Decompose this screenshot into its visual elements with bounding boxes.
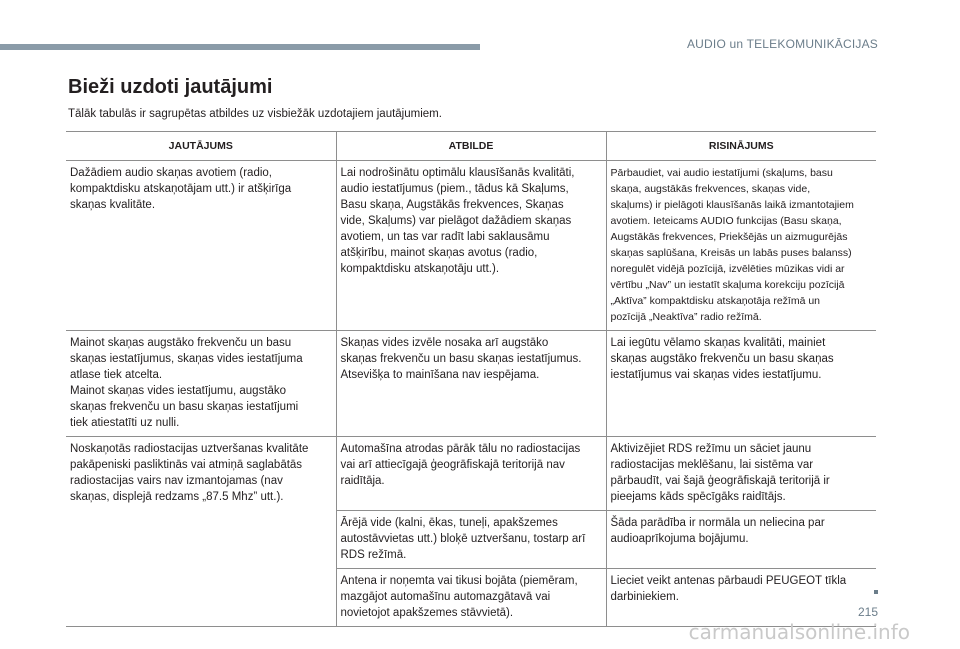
solution-cell: Šāda parādība ir normāla un neliecina par audioaprīkojuma bojājumu. (606, 511, 876, 569)
table-header-row (66, 132, 876, 161)
continuation-marker (874, 590, 878, 594)
table-row (66, 437, 876, 511)
solution-cell: Aktivizējiet RDS režīmu un sāciet jaunu radiostacijas meklēšanu, lai sistēma var pārbaudīt, vai šajā ģeogrāfiskajā teritorijā ir pieejams kāds spēcīgāks raidītājs. (606, 437, 876, 511)
page-title: Bieži uzdoti jautājumi (68, 76, 273, 98)
watermark: carmanualsonline.info (688, 620, 910, 644)
table-row (66, 161, 876, 331)
answer-cell: Ārējā vide (kalni, ēkas, tuneļi, apakšzemes autostāvvietas utt.) bloķē uztveršanu, tostarp arī RDS režīmā. (336, 511, 606, 569)
column-header-solution: RISINĀJUMS (606, 132, 876, 161)
answer-cell: Automašīna atrodas pārāk tālu no radiostacijas vai arī attiecīgajā ģeogrāfiskajā teritorijā nav raidītāja. (336, 437, 606, 511)
table-row (66, 331, 876, 437)
solution-cell: Lai iegūtu vēlamo skaņas kvalitāti, mainiet skaņas augstāko frekvenču un basu skaņas iestatījumus vai skaņas vides iestatījumu. (606, 331, 876, 437)
answer-cell: Antena ir noņemta vai tikusi bojāta (piemēram, mazgājot automašīnu automazgātavā vai novietojot apakšzemes stāvvietā). (336, 569, 606, 627)
column-header-answer: ATBILDE (336, 132, 606, 161)
column-header-question: JAUTĀJUMS (66, 132, 336, 161)
question-cell: Dažādiem audio skaņas avotiem (radio, kompaktdisku atskaņotājam utt.) ir atšķirīga skaņas kvalitāte. (66, 161, 336, 331)
intro-text: Tālāk tabulās ir sagrupētas atbildes uz visbiežāk uzdotajiem jautājumiem. (68, 108, 442, 120)
section-label: AUDIO un TELEKOMUNIKĀCIJAS (686, 37, 878, 51)
question-cell: Noskaņotās radiostacijas uztveršanas kvalitāte pakāpeniski pasliktinās vai atmiņā saglabātās radiostacijas vairs nav izmantojamas (nav skaņas, displejā redzams „87.5 Mhz” utt.). (66, 437, 336, 627)
page-number: 215 (857, 605, 878, 619)
solution-cell: Lieciet veikt antenas pārbaudi PEUGEOT tīkla darbiniekiem. (606, 569, 876, 627)
header-accent-bar (0, 44, 480, 50)
answer-cell: Skaņas vides izvēle nosaka arī augstāko skaņas frekvenču un basu skaņas iestatījumus. Atsevišķa to mainīšana nav iespējama. (336, 331, 606, 437)
solution-cell: Pārbaudiet, vai audio iestatījumi (skaļums, basu skaņa, augstākās frekvences, skaņas vide, skaļums) ir pielāgoti klausīšanās laikā izmantotajiem avotiem. Ieteicams AUDIO funkcijas (Basu skaņa, Augstākās frekvences, Priekšējās un aizmugurējās skaņas saplūšana, Kreisās un labās puses balanss) noregulēt vidējā pozīcijā, izvēlēties mūzikas vidi ar vērtību „Nav” un iestatīt skaļuma korekciju pozīcijā „Aktīva” kompaktdisku atskaņotāja režīmā un pozīcijā „Neaktīva” radio režīmā. (606, 161, 876, 331)
question-cell: Mainot skaņas augstāko frekvenču un basu skaņas iestatījumus, skaņas vides iestatījuma atlase tiek atcelta. Mainot skaņas vides iestatījumu, augstāko skaņas frekvenču un basu skaņas iestatījumi tiek atiestatīti uz nulli. (66, 331, 336, 437)
answer-cell: Lai nodrošinātu optimālu klausīšanās kvalitāti, audio iestatījumus (piem., tādus kā Skaļums, Basu skaņa, Augstākās frekvences, Skaņas vide, Skaļums) var pielāgot dažādiem skaņas avotiem, un tas var radīt labi saklausāmu atšķirību, mainot skaņas avotus (radio, kompaktdisku atskaņotāju utt.). (336, 161, 606, 331)
faq-table (66, 131, 876, 627)
